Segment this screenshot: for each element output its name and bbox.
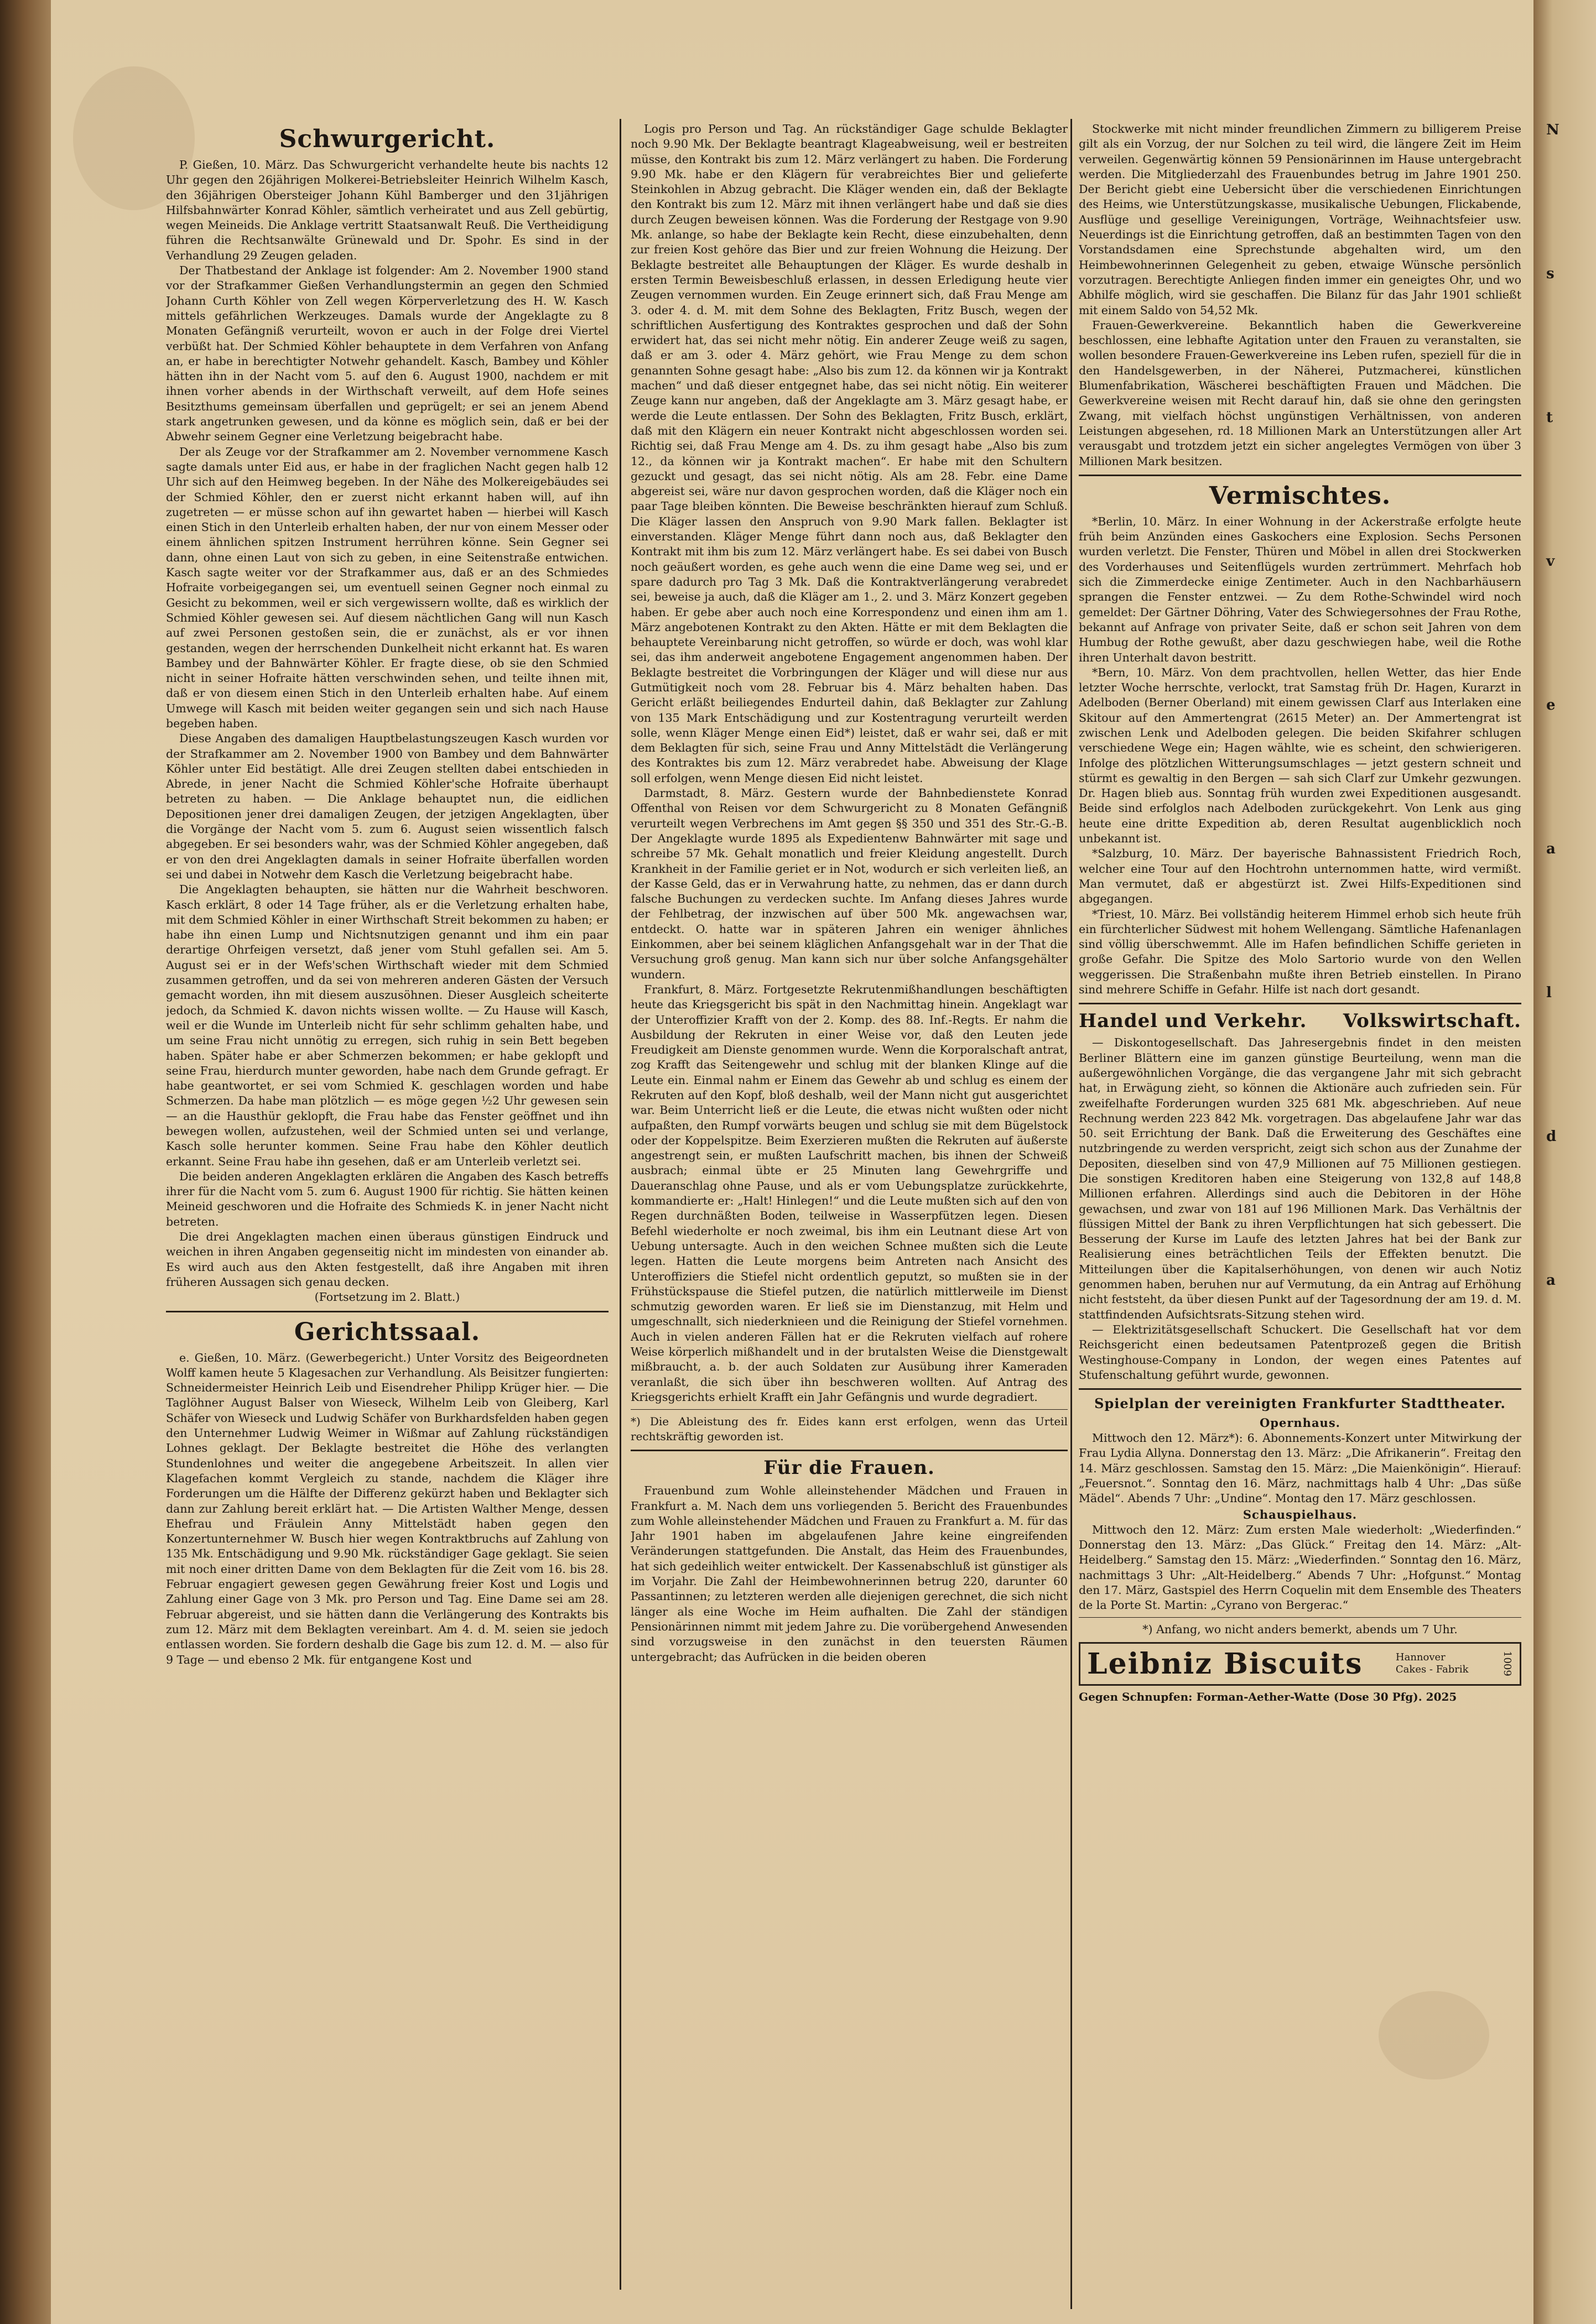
margin-glyph: a (1546, 1272, 1556, 1289)
margin-glyph: N (1546, 122, 1559, 138)
theatre-note: *) Anfang, wo nicht anders bemerkt, abends um 7 Uhr. (1142, 1623, 1458, 1637)
column-rule (620, 119, 621, 2290)
leibniz-advertisement (1079, 1642, 1521, 1686)
ad-factory: Cakes - Fabrik (1395, 1664, 1469, 1676)
paragraph: P. Gießen, 10. März. Das Schwurgericht verhandelte heute bis nachts 12 Uhr gegen den 26jährigen Molkerei-Betriebsleiter Heinrich Wilhelm Kasch, den 36jährigen Obersteiger Johann Kühl Bamberger und den 31jährigen Hilfsbahnwärter Konrad Köhler, sämtlich verheiratet und aus Zell gebürtig, wegen Meineids. Die Anklage vertritt Staatsanwalt Reuß. Die Vertheidigung führen die Rechtsanwälte Grünewald und Dr. Spohr. Es sind in der Verhandlung 29 Zeugen geladen. (166, 158, 609, 262)
section-title-handel: Handel und Verkehr. (1079, 1010, 1307, 1033)
section-title-vermischtes: Vermischtes. (1209, 481, 1391, 510)
section-title-schwurgericht: Schwurgericht. (279, 125, 496, 153)
forman-advertisement: Gegen Schnupfen: Forman-Aether-Watte (Dose 30 Pfg). 2025 (1079, 1690, 1457, 1703)
section-divider (1079, 1388, 1521, 1390)
opera-programme: Mittwoch den 12. März*): 6. Abonnements-Konzert unter Mitwirkung der Frau Lydia Allyna. Donnerstag den 13. März: „Die Afrikanerin“. Freitag den 14. März geschlossen. Samstag den 15. März: „Die Maienkönigin“. Hierauf: „Feuersnot.“. Sonntag den 16. März, nachmittags halb 4 Uhr: „Das süße Mädel“. Abends 7 Uhr: „Undine“. Montag den 17. März geschlossen. (1079, 1431, 1521, 1505)
article-frauenbund (631, 1483, 1068, 1665)
paragraph: Der Thatbestand der Anklage ist folgender: Am 2. November 1900 stand vor der Strafkammer Gießen Verhandlungstermin an gegen den Schmied Johann Curth Köhler von Zell wegen Körperverletzung des H. W. Kasch mittels gefährlichen Werkzeuges. Damals wurde der Angeklagte zu 8 Monaten Gefängniß verurteilt, wovon er auch in der Folge drei Viertel verbüßt hat. Der Schmied Köhler behauptete in dem Verfahren von Anfang an, er habe in berechtigter Notwehr gehandelt. Kasch, Bambey und Köhler hätten ihn in der Nacht vom 5. auf den 6. August 1900, nachdem er mit ihnen vorher abends in der Wirthschaft verweilt, auf dem Hofe seines Besitzthums gemeinsam überfallen und geprügelt; er sei an jenem Abend stark angetrunken gewesen, und da könne es möglich sein, daß er bei der Abwehr seinem Gegner eine Verletzung beigebracht habe. (166, 264, 609, 444)
paragraph: *Bern, 10. März. Von dem prachtvollen, hellen Wetter, das hier Ende letzter Woche herrschte, verlockt, trat Samstag früh Dr. Hagen, Kurarzt in Adelboden (Berner Oberland) mit einem gewissen Clarf aus Interlaken eine Skitour auf den Ammertengrat (2615 Meter) an. Der Ammertengrat ist zwischen Lenk und Adelboden gelegen. Die beiden Skifahrer schlugen verschiedene Wege ein; Hagen wählte, wie es scheint, den schwierigeren. Infolge des plötzlichen Witterungsumschlages — jetzt gestern schneit und stürmt es gewaltig in den Bergen — sah sich Clarf zur Umkehr gezwungen. Dr. Hagen blieb aus. Sonntag früh wurden zwei Expeditionen ausgesandt. Beide sind erfolglos nach Adelboden zurückgekehrt. Von Lenk aus ging heute eine dritte Expedition ab, deren Resultat augenblicklich noch unbekannt ist. (1079, 665, 1521, 846)
section-title-volkswirtschaft: Volkswirtschaft. (1343, 1010, 1521, 1033)
paragraph: Diese Angaben des damaligen Hauptbelastungszeugen Kasch wurden vor der Strafkammer am 2. November 1900 von Bambey und dem Bahnwärter Köhler unter Eid bestätigt. Alle drei Zeugen stellten dabei entschieden in Abrede, in jener Nacht die Schmied Köhler'sche Hofraite überhaupt betreten zu haben. — Die Anklage behauptet nun, die eidlichen Depositionen jener drei damaligen Zeugen, der jetzigen Angeklagten, über die Vorgänge der Nacht vom 5. zum 6. August seien wissentlich falsch abgegeben. Er sei besonders wahr, was der Schmied Köhler angegeben, daß er von den drei Angeklagten damals in seiner Hofraite überfallen worden sei und dabei in Notwehr dem Kasch die Verletzung beigebracht habe. (166, 732, 609, 881)
paragraph: — Elektrizitätsgesellschaft Schuckert. Die Gesellschaft hat vor dem Reichsgericht einen bedeutsamen Patentprozeß gegen die British Westinghouse-Company in London, der wegen eines Patentes auf Stufenschaltung geführt wurde, gewonnen. (1079, 1322, 1521, 1382)
section-heads-handel (1079, 1010, 1521, 1032)
paragraph: Der als Zeuge vor der Strafkammer am 2. November vernommene Kasch sagte damals unter Eid aus, er habe in der fraglichen Nacht gegen halb 12 Uhr sich auf den Heimweg begeben. In der Nähe des Molkereigebäudes sei der Schmied Köhler, den er zuerst nicht erkannt haben will, auf ihn zugetreten — er müsse schon auf ihn gewartet haben — hierbei will Kasch einen Stich in den Unterleib erhalten haben, der nur von einem Messer oder einem ähnlichen spitzen Instrument herrühren könne. Sein Gegner sei dann, ohne einen Laut von sich zu geben, in eine Seitenstraße entwichen. Kasch sagte weiter vor der Strafkammer aus, daß er an des Schmiedes Hofraite vorbeigegangen sei, um eventuell seinen Gegner noch einmal zu Gesicht zu bekommen, weil er sich vergewissern wollte, daß es wirklich der Schmied Köhler gewesen sei. Auf diesem nächtlichen Gang will nun Kasch auf zwei Personen gestoßen sein, die er zunächst, als er vor ihnen gestanden, wegen der herrschenden Dunkelheit nicht erkannt hat. Es waren Bambey und der Bahnwärter Köhler. Er fragte diese, ob sie den Schmied nicht in seiner Hofraite hätten verschwinden sehen, und teilte ihnen mit, daß er von diesem einen Stich in den Unterleib erhalten habe. Auf einem Umwege will Kasch mit beiden weiter gegangen sein und sich nach Hause begeben haben. (166, 445, 609, 730)
margin-glyph: v (1546, 553, 1555, 570)
ad-brand: Leibniz Biscuits (1087, 1646, 1363, 1681)
ad-number: 1009 (1501, 1651, 1513, 1677)
next-page-glyphs (1546, 122, 1579, 1449)
paragraph: *Triest, 10. März. Bei vollständig heiterem Himmel erhob sich heute früh ein fürchterlicher Südwest mit hohem Wellengang. Sämtliche Hafenanlagen sind völlig überschwemmt. Alle im Hafen befindlichen Schiffe gerieten in große Gefahr. Die Spitze des Molo Sartorio wurde von den Wellen weggerissen. Die Straßenbahn mußte ihren Betrieb einstellen. In Pirano sind mehrere Schiffe in Gefahr. Hilfe ist nach dort gesandt. (1079, 907, 1521, 997)
paragraph: Logis pro Person und Tag. An rückständiger Gage schulde Beklagter noch 9.90 Mk. Der Beklagte beantragt Klageabweisung, weil er bestreiten müsse, den Kontrakt bis zum 12. März verlängert zu haben. Die Forderung 9.90 Mk. habe er den Klägern für verabreichtes Bier und gelieferte Steinkohlen in Abzug gebracht. Die Kläger wenden ein, daß der Beklagte den Kontrakt bis zum 12. März mit ihnen verlängert habe und daß sie dies durch Zeugen beweisen können. Was die Forderung der Restgage von 9.90 Mk. anlange, so habe der Beklagte kein Recht, diese einzubehalten, denn zur freien Kost gehöre das Bier und zur freien Wohnung die Heizung. Der Beklagte bestreitet alle Behauptungen der Kläger. Es wurde deshalb in ersten Termin Beweisbeschluß erlassen, in dessen Erledigung heute vier Zeugen vernommen wurden. Ein Zeuge erinnert sich, daß Frau Menge am 3. oder 4. d. M. mit dem Sohne des Beklagten, Fritz Busch, wegen der schriftlichen Ausfertigung des Kontraktes gesprochen und daß der Sohn erwidert hat, das sei nicht mehr nötig. Ein anderer Zeuge weiß zu sagen, daß er am 3. oder 4. März gehört, wie Frau Menge zu dem schon genannten Sohne gesagt habe: „Also bis zum 12. da können wir ja Kontrakt machen“ und daß dieser entgegnet habe, das sei nicht nötig. Ein weiterer Zeuge kann nur angeben, daß der Angeklagte am 3. März gesagt habe, er werde die Leute entlassen. Der Sohn des Beklagten, Fritz Busch, erklärt, daß mit den Klägern ein neuer Kontrakt nicht abgeschlossen worden sei. Richtig sei, daß Frau Menge am 4. Ds. zu ihm gesagt habe „Also bis zum 12., da können wir ja Kontrakt machen“. Er habe mit den Schultern gezuckt und gesagt, das sei nicht nötig. Als am 28. Febr. eine Dame abgereist sei, wäre nur davon gesprochen worden, daß die Kläger noch ein paar Tage bleiben könnten. Die Beweise beschränkten hierauf zum Schluß. Die Kläger lassen den Anspruch von 9.90 Mark fallen. Beklagter ist einverstanden. Kläger Menge führt dann noch aus, daß Beklagter den Kontrakt mit ihm bis zum 12. März verlängert habe. Es sei dabei von Busch noch geäußert worden, es gehe auch wenn die eine Dame weg sei, und er spare dadurch pro Tag 3 Mk. Daß die Kontraktverlängerung verabredet sei, beweise ja auch, daß die Kläger am 1., 2. und 3. März Konzert gegeben haben. Er gebe aber auch noch eine Korrespondenz und einen ihm am 1. März angebotenen Kontrakt zu den Akten. Hätte er mit dem Beklagten die behauptete Vereinbarung nicht getroffen, so würde er doch, was wohl klar sei, das ihm anderweit angebotene Engagement angenommen haben. Der Beklagte bestreitet die Vorbringungen der Kläger und will diese nur aus Gutmütigkeit noch vom 28. Februar bis 4. März behalten haben. Das Gericht erläßt beiliegendes Endurteil dahin, daß Beklagter zur Zahlung von 135 Mark Entschädigung und zur Kostentragung verurteilt werden solle, wenn Kläger Menge einen Eid*) leistet, daß er wahr sei, daß er mit dem Beklagten für sich, seine Frau und Anny Mittelstädt die Verlängerung des Kontraktes bis zum 12. März verabredet habe. Abweisung der Klage soll erfolgen, wenn Menge diesen Eid nicht leistet. (631, 122, 1068, 785)
section-divider (1079, 1003, 1521, 1004)
column-3 (1079, 122, 1521, 2312)
paragraph: Frankfurt, 8. März. Fortgesetzte Rekrutenmißhandlungen beschäftigten heute das Kriegsgericht bis spät in den Nachmittag hinein. Angeklagt war der Unteroffizier Krafft von der 2. Komp. des 88. Inf.-Regts. Er nahm die Ausbildung der Rekruten in einer Weise vor, daß den Leuten jede Freudigkeit am Dienste genommen wurde. Wenn die Korporalschaft antrat, zog Krafft das Seitengewehr und schlug mit der blanken Klinge auf die Leute ein. Einmal nahm er Einem das Gewehr ab und schlug es einem der Rekruten auf den Kopf, bloß deshalb, weil der Mann nicht gut ausgerichtet war. Beim Unterricht ließ er die Leute, die etwas nicht wußten oder nicht aufpaßten, den Rumpf vorwärts beugen und schlug sie mit dem Bügelstock oder der Koppelspitze. Beim Exerzieren mußten die Rekruten auf äußerste angestrengt sein, er mußten Laufschritt machen, bis ihnen der Schweiß ausbrach; einmal übte er 25 Minuten lang Gewehrgriffe und Daueranschlag ohne Pause, und als er vom Uebungsplatze zurückkehrte, kommandierte er: „Halt! Hinlegen!“ und die Leute mußten sich auf den von Regen durchnäßten Boden, teilweise in Wasserpfützen legen. Diesen Befehl wiederholte er noch zweimal, bis ihm ein Leutnant diese Art von Uebung untersagte. Auch in den weichen Schnee mußten sich die Leute legen. Hatten die Leute morgens beim Antreten nach Ansicht des Unteroffiziers die Stiefel nicht ordentlich geputzt, so mußten sie in der Frühstückspause die Stiefel putzen, die natürlich mittlerweile im Dienst schmutzig geworden waren. Er ließ sie im Dienstanzug, mit Helm und umgeschnallt, sich niederknieen und die Reinigung der Stiefel vornehmen. Auch in vielen anderen Fällen hat er die Rekruten vielfach auf rohere Weise körperlich mißhandelt und in der brutalsten Weise die Dienstgewalt mißbraucht, a. b. der auch Soldaten zur Ausübung ihrer Kameraden veranlaßt, die sich über ihn beschweren wollten. Auf Antrag des Kriegsgerichts erhielt Krafft ein Jahr Gefängnis und wurde degradiert. (631, 982, 1068, 1404)
column-1 (166, 122, 609, 2284)
theatre-title: Spielplan der vereinigten Frankfurter Stadttheater. (1094, 1395, 1506, 1412)
paragraph: Frauen-Gewerkvereine. Bekanntlich haben die Gewerkvereine beschlossen, eine lebhafte Agitation unter den Frauen zu veranstalten, sie wollen besondere Frauen-Gewerkvereine ins Leben rufen, speziell für die in den Handelsgewerben, in der Näherei, Putzmacherei, künstlichen Blumenfabrikation, Wäscherei beschäftigten Frauen und Mädchen. Die Gewerkvereine weisen mit Recht darauf hin, daß sie ohne den geringsten Zwang, mit vielfach höchst ungünstigen Verhältnissen, von anderen Leistungen abgesehen, rd. 18 Millionen Mark an Unterstützungen aller Art verausgabt und trotzdem jetzt ein sicher angelegtes Vermögen von über 3 Millionen Mark besitzen. (1079, 318, 1521, 468)
paragraph: — Diskontogesellschaft. Das Jahresergebnis findet in den meisten Berliner Blättern eine im ganzen günstige Beurteilung, wenn man die außergewöhnlichen Vorgänge, die das vergangene Jahr mit sich gebracht hat, in Erwägung zieht, so können die Aktionäre auch zufrieden sein. Für zweifelhafte Forderungen wurden 325 681 Mk. abgeschrieben. Auf neue Rechnung werden 223 842 Mk. vorgetragen. Das abgelaufene Jahr war das 50. seit Errichtung der Bank. Daß die Erweiterung des Geschäftes eine nutzbringende zu werden verspricht, zeigt sich schon aus der Zunahme der Depositen, dieselben sind von 47,9 Millionen auf 75 Millionen gestiegen. Die sonstigen Kreditoren haben eine Steigerung von 132,8 auf 148,8 Millionen erfahren. Allerdings sind auch die Debitoren in der Höhe gewachsen, und zwar von 181 auf 196 Millionen Mark. Das Verhältnis der flüssigen Mittel der Bank zu ihren Verpflichtungen hat sich gebessert. Die Besserung der Kurse im Laufe des letzten Jahres hat bei der Bank zur Realisierung eines beträchtlichen Teils der Effekten benutzt. Die Mitteilungen über die Kapitalserhöhungen, von denen wir auch Notiz genommen haben, beruhen nur auf Vermutung, da ein Antrag auf Erhöhung nicht feststeht, da über diesen Punkt auf der Tagesordnung der am 19. d. M. stattfindenden Aufsichtsrats-Sitzung stehen wird. (1079, 1036, 1521, 1321)
play-programme: Mittwoch den 12. März: Zum ersten Male wiederholt: „Wiederfinden.“ Donnerstag den 13. März: „Das Glück.“ Freitag den 14. März: „Alt-Heidelberg.“ Samstag den 15. März: „Wiederfinden.“ Sonntag den 16. März, nachmittags 3 Uhr: „Alt-Heidelberg.“ Abends 7 Uhr: „Hofgunst.“ Montag den 17. März, Gastspiel des Herrn Coquelin mit dem Ensemble des Theaters de la Porte St. Martin: „Cyrano von Bergerac.“ (1079, 1523, 1521, 1612)
ad-subtitle (1396, 1651, 1469, 1676)
footnote-divider (631, 1409, 1068, 1410)
margin-glyph: l (1546, 984, 1552, 1001)
column-rule (1070, 119, 1072, 2309)
book-spine-left (0, 0, 55, 2324)
margin-glyph: t (1546, 409, 1553, 426)
opera-title: Opernhaus. (1260, 1416, 1340, 1430)
section-title-fuer-die-frauen: Für die Frauen. (763, 1457, 935, 1479)
article-vermischtes (1079, 514, 1521, 998)
article-gerichtssaal (166, 1351, 609, 1668)
article-handel (1079, 1035, 1521, 1383)
article-frauenbund-cont (1079, 122, 1521, 469)
article-schwurgericht (166, 158, 609, 1290)
paragraph: *Salzburg, 10. März. Der bayerische Bahnassistent Friedrich Roch, welcher eine Tour auf den Hochtrohn unternommen hatte, wird vermißt. Man vermutet, daß er abgestürzt ist. Zwei Hilfs-Expeditionen sind abgegangen. (1079, 847, 1521, 906)
section-divider (1079, 475, 1521, 476)
margin-glyph: d (1546, 1128, 1557, 1145)
paragraph: Die Angeklagten behaupten, sie hätten nur die Wahrheit beschworen. Kasch erklärt, 8 oder 14 Tage früher, als er die Verletzung erhalten habe, mit dem Schmied Köhler in einer Wirthschaft Streit bekommen zu haben; er habe ihn einen Lump und Nichtsnutzigen genannt und ihm ein paar derartige Ohrfeigen versetzt, daß jener vom Stuhl gefallen sei. Am 5. August sei er in der Wefs'schen Wirthschaft wieder mit dem Schmied zusammen getroffen, und da sei von mehreren anderen Gästen der Versuch gemacht worden, ihn mit diesem auszusöhnen. Dieser Ausgleich scheiterte jedoch, da Schmied K. davon nichts wissen wollte. — Zu Hause will Kasch, weil er die Wunde im Unterleib nicht für sehr schlimm gehalten habe, und um seine Frau nicht unnötig zu erregen, sich ruhig in sein Bett begeben haben. Später habe er aber Schmerzen bekommen; er habe geklopft und seine Frau, hierdurch munter geworden, habe nach dem Grunde gefragt. Er habe geantwortet, er sei vom Schmied K. geschlagen worden und habe Schmerzen. Da habe man plötzlich — es möge gegen ½2 Uhr gewesen sein — an die Hausthür geklopft, die Frau habe das Fenster geöffnet und ihn bewegen wollen, aufzustehen, weil der Schmied unten sei und verlange, Kasch solle herunter kommen. Seine Frau habe den Köhler deutlich erkannt. Seine Frau habe ihn gesehen, daß er am Unterleib verletzt sei. (166, 883, 609, 1168)
continuation-note: (Fortsetzung im 2. Blatt.) (314, 1290, 460, 1304)
column-2 (631, 122, 1068, 2290)
paragraph: Die beiden anderen Angeklagten erklären die Angaben des Kasch betreffs ihrer für die Nacht vom 5. zum 6. August 1900 für richtig. Sie hätten keinen Meineid geschworen und die Hofraite des Schmieds K. in jener Nacht nicht betreten. (166, 1169, 609, 1228)
play-title: Schauspielhaus. (1243, 1507, 1358, 1521)
footnote: *) Die Ableistung des fr. Eides kann erst erfolgen, wenn das Urteil rechtskräftig geworden ist. (631, 1415, 1068, 1444)
paragraph: Frauenbund zum Wohle alleinstehender Mädchen und Frauen in Frankfurt a. M. Nach dem uns vorliegenden 5. Bericht des Frauenbundes zum Wohle alleinstehender Mädchen und Frauen zu Frankfurt a. M. für das Jahr 1901 haben im abgelaufenen Jahre keine eingreifenden Veränderungen stattgefunden. Die Anstalt, das Heim des Frauenbundes, hat sich gedeihlich weiter entwickelt. Der Kassenabschluß ist günstiger als im Vorjahr. Die Zahl der Heimbewohnerinnen betrug 220, darunter 60 Passantinnen; zu letzteren werden alle diejenigen gerechnet, die sich nicht länger als eine Woche im Heim aufhalten. Die Zahl der ständigen Pensionärinnen nimmt mit jedem Jahre zu. Die vorübergehend Anwesenden sind vorzugsweise in den zunächst in den teuersten Räumen untergebracht; das Aufrücken in die beiden oberen (631, 1484, 1068, 1664)
paragraph: *Berlin, 10. März. In einer Wohnung in der Ackerstraße erfolgte heute früh beim Anzünden eines Gaskochers eine Explosion. Sechs Personen wurden verletzt. Die Fenster, Thüren und Möbel in allen drei Stockwerken des Vorderhauses und Seitenflügels wurden zertrümmert. Mehrfach hob sich die Zimmerdecke einige Zentimeter. Auch in den Nachbarhäusern sprangen die Fenster entzwei. — Zu dem Rothe-Schwindel wird noch gemeldet: Der Gärtner Döhring, Vater des Schwiegersohnes der Frau Rothe, bekannt auf Anfrage von privater Seite, daß er schon seit Jahren von dem Humbug der Rothe gewußt, aber dazu geschwiegen habe, weil die Rothe ihren Unterhalt davon bestritt. (1079, 514, 1521, 664)
paragraph: Stockwerke mit nicht minder freundlichen Zimmern zu billigerem Preise gilt als ein Vorzug, der nur Solchen zu teil wird, die längere Zeit im Heim verweilen. Gegenwärtig können 59 Pensionärinnen im Hause untergebracht werden. Die Mitgliederzahl des Frauenbundes betrug im Jahre 1901 250. Der Bericht giebt eine Uebersicht über die verschiedenen Einrichtungen des Heims, wie Unterstützungskasse, musikalische Uebungen, Flickabende, Ausflüge und gesellige Vereinigungen, Vorträge, Weihnachtsfeier usw. Neuerdings ist die Einrichtung getroffen, daß an bestimmten Tagen von den Vorstandsdamen eine Sprechstunde abgehalten wird, um den Heimbewohnerinnen Gelegenheit zu geben, etwaige Wünsche persönlich vorzutragen. Berechtigte Anliegen finden immer ein geneigtes Ohr, und wo Abhilfe möglich, wird sie geschaffen. Die Bilanz für das Jahr 1901 schließt mit einem Saldo von 54,52 Mk. (1079, 122, 1521, 317)
theatre-note-divider (1079, 1617, 1521, 1618)
margin-glyph: s (1546, 265, 1555, 282)
section-divider (631, 1450, 1068, 1451)
margin-glyph: e (1546, 697, 1556, 713)
section-title-gerichtssaal: Gerichtssaal. (294, 1317, 481, 1346)
margin-glyph: a (1546, 841, 1556, 857)
paragraph: Darmstadt, 8. März. Gestern wurde der Bahnbedienstete Konrad Offenthal von Reisen vor dem Schwurgericht zu 8 Monaten Gefängniß verurteilt wegen Verbrechens im Amt gegen §§ 350 und 351 des Str.-G.-B. Der Angeklagte wurde 1895 als Expedientenw Bahnwärter mit sage und schreibe 57 Mk. Gehalt monatlich und freier Kleidung angestellt. Durch Krankheit in der Familie geriet er in Not, wodurch er sich verleiten ließ, an der Kasse Geld, das er in Verwahrung hatte, zu nehmen, das er dann durch falsche Buchungen zu verdecken suchte. Im Anfang dieses Jahres wurde der Fehlbetrag, der inzwischen auf über 500 Mk. angewachsen war, entdeckt. O. hatte war in späteren Jahren ein weniger ähnliches Einkommen, aber bei seinem kläglichen Anfangsgehalt war in der That die Versuchung groß genug. Man kann sich nur über solche Anfangsgehälter wundern. (631, 786, 1068, 981)
article-court-reports (631, 122, 1068, 1405)
section-divider (166, 1311, 609, 1312)
paragraph: e. Gießen, 10. März. (Gewerbegericht.) Unter Vorsitz des Beigeordneten Wolff kamen heute 5 Klagesachen zur Verhandlung. Als Beisitzer fungierten: Schneidermeister Heinrich Leib und Eisendreher Philipp Krüger hier. — Die Taglöhner August Balser von Wieseck, Wilhelm Leib von Gleiberg, Karl Schäfer von Wieseck und Ludwig Schäfer von Burkhardsfelden haben gegen den Unternehmer Ludwig Weimer in Wißmar auf Zahlung rückständigen Lohnes geklagt. Der Beklagte bestreitet die Höhe des verlangten Stundenlohnes und weiter die angegebene Arbeitszeit. In allen vier Klagefachen kommt Vergleich zu stande, nachdem die Kläger ihre Forderungen um die Hälfte der Differenz gekürzt haben und Beklagter sich dann zur Zahlung bereit erklärt hat. — Die Artisten Walther Menge, dessen Ehefrau und Fräulein Anny Mittelstädt haben gegen den Konzertunternehmer W. Busch hier wegen Kontraktbruchs auf Zahlung von 135 Mk. Entschädigung und 9.90 Mk. rückständiger Gage geklagt. Sie seien mit noch einer dritten Dame von dem Beklagten für die Zeit vom 16. bis 28. Februar engagiert gewesen gegen Gewährung freier Kost und Logis und Zahlung einer Gage von 3 Mk. pro Person und Tag. Eine Dame sei am 28. Februar abgereist, und sie hätten dann die Verlängerung des Kontrakts bis zum 12. März mit dem Beklagten vereinbart. Am 4. d. M. seien sie jedoch entlassen worden. Sie fordern deshalb die Gage bis zum 12. d. M. — also für 9 Tage — und ebenso 2 Mk. für entgangene Kost und (166, 1351, 609, 1666)
paragraph: Die drei Angeklagten machen einen überaus günstigen Eindruck und weichen in ihren Angaben gegenseitig nicht im mindesten von einander ab. Es wird auch aus den Akten festgestellt, daß ihre Angaben mit ihren früheren Aussagen sich genau decken. (166, 1230, 609, 1289)
ad-city: Hannover (1395, 1651, 1446, 1664)
